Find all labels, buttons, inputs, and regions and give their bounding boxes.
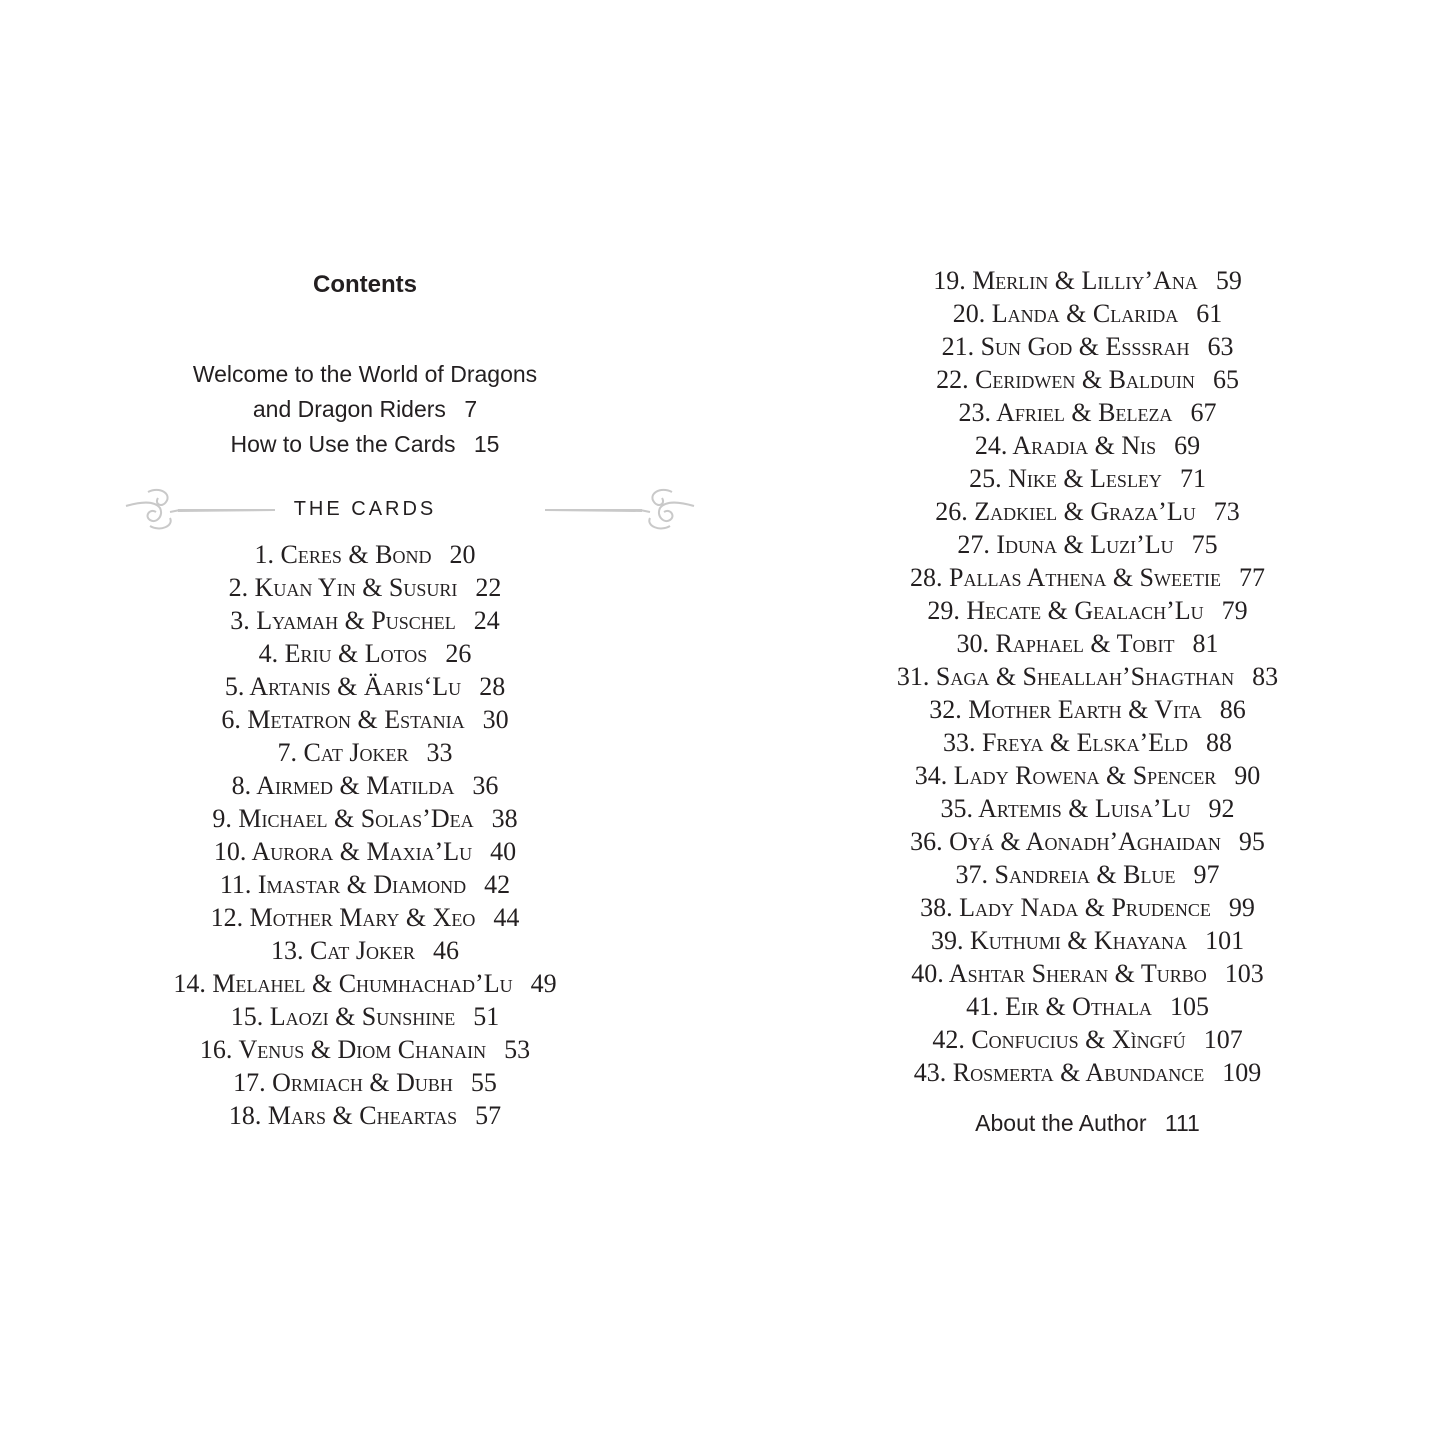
toc-entry[interactable] bbox=[110, 967, 620, 1000]
toc-entry-title: 17. Ormiach & Dubh bbox=[233, 1068, 453, 1097]
toc-entry-title: 33. Freya & Elska’Eld bbox=[942, 728, 1189, 757]
toc-entry-page: 38 bbox=[491, 804, 518, 833]
toc-entry[interactable] bbox=[840, 528, 1335, 561]
toc-entry-title: 12. Mother Mary & Xeo bbox=[210, 903, 476, 932]
toc-entry-page: 86 bbox=[1219, 695, 1246, 724]
toc-entry-page: 99 bbox=[1228, 893, 1255, 922]
toc-entry-page: 103 bbox=[1224, 959, 1264, 988]
toc-entry-page: 75 bbox=[1191, 530, 1218, 559]
toc-entry[interactable] bbox=[840, 759, 1335, 792]
toc-entry-title: 25. Nike & Lesley bbox=[969, 464, 1162, 493]
toc-entry[interactable] bbox=[840, 297, 1335, 330]
toc-entry[interactable] bbox=[110, 868, 620, 901]
toc-entry-title: 20. Landa & Clarida bbox=[952, 299, 1179, 328]
toc-entry-page: 20 bbox=[449, 540, 476, 569]
toc-entry[interactable] bbox=[110, 769, 620, 802]
intro-item-label: How to Use the Cards bbox=[230, 431, 456, 457]
toc-entry-title: 8. Airmed & Matilda bbox=[231, 771, 455, 800]
toc-entry[interactable] bbox=[110, 1099, 620, 1132]
toc-entry-page: 109 bbox=[1222, 1058, 1262, 1087]
toc-entry-title: 29. Hecate & Gealach’Lu bbox=[927, 596, 1204, 625]
toc-entry-title: 16. Venus & Diom Chanain bbox=[199, 1035, 487, 1064]
toc-entry[interactable] bbox=[840, 396, 1335, 429]
toc-entry[interactable] bbox=[840, 726, 1335, 759]
toc-entry-page: 49 bbox=[530, 969, 557, 998]
toc-entry-title: 13. Cat Joker bbox=[271, 936, 415, 965]
toc-entry[interactable] bbox=[840, 462, 1335, 495]
toc-entry-title: 11. Imastar & Diamond bbox=[219, 870, 467, 899]
toc-entry[interactable] bbox=[840, 957, 1335, 990]
toc-entry[interactable] bbox=[840, 660, 1335, 693]
toc-entry-page: 36 bbox=[472, 771, 499, 800]
toc-entry[interactable] bbox=[840, 858, 1335, 891]
toc-entry[interactable] bbox=[110, 1000, 620, 1033]
toc-entry-page: 46 bbox=[432, 936, 459, 965]
toc-entry-page: 30 bbox=[482, 705, 509, 734]
toc-entry-title: 27. Iduna & Luzi’Lu bbox=[957, 530, 1174, 559]
about-author-page: 111 bbox=[1164, 1110, 1200, 1136]
toc-entry-title: 7. Cat Joker bbox=[277, 738, 409, 767]
about-author-label: About the Author bbox=[975, 1110, 1147, 1136]
toc-entry-title: 15. Laozi & Sunshine bbox=[230, 1002, 456, 1031]
toc-entry-title: 26. Zadkiel & Graza’Lu bbox=[935, 497, 1196, 526]
toc-entry-page: 63 bbox=[1207, 332, 1234, 361]
toc-entry-title: 41. Eir & Othala bbox=[966, 992, 1152, 1021]
toc-entry[interactable] bbox=[110, 901, 620, 934]
toc-entry[interactable] bbox=[110, 802, 620, 835]
toc-entry-page: 65 bbox=[1212, 365, 1239, 394]
toc-entry[interactable] bbox=[110, 637, 620, 670]
toc-entry-page: 101 bbox=[1205, 926, 1245, 955]
toc-entry[interactable] bbox=[110, 1066, 620, 1099]
about-author-entry[interactable] bbox=[840, 1106, 1335, 1141]
toc-entry[interactable] bbox=[840, 495, 1335, 528]
toc-entry-page: 51 bbox=[473, 1002, 500, 1031]
toc-entry-title: 9. Michael & Solas’Dea bbox=[212, 804, 474, 833]
intro-item-label: Welcome to the World of Dragons bbox=[192, 361, 538, 387]
page-title: Contents bbox=[313, 271, 417, 298]
toc-entry-page: 67 bbox=[1190, 398, 1217, 427]
toc-entry[interactable] bbox=[840, 891, 1335, 924]
toc-entry[interactable] bbox=[840, 561, 1335, 594]
toc-entry-page: 92 bbox=[1208, 794, 1235, 823]
toc-entry-title: 19. Merlin & Lilliy’Ana bbox=[933, 266, 1198, 295]
toc-entry[interactable] bbox=[110, 670, 620, 703]
toc-entry-page: 59 bbox=[1215, 266, 1242, 295]
toc-entry[interactable] bbox=[840, 429, 1335, 462]
intro-item-page: 7 bbox=[464, 396, 478, 422]
toc-entry[interactable] bbox=[110, 934, 620, 967]
toc-entry-title: 30. Raphael & Tobit bbox=[956, 629, 1175, 658]
toc-entry[interactable] bbox=[840, 693, 1335, 726]
intro-item[interactable] bbox=[110, 392, 620, 427]
toc-entry-title: 23. Afriel & Beleza bbox=[958, 398, 1173, 427]
toc-entry-title: 3. Lyamah & Puschel bbox=[230, 606, 456, 635]
toc-entry-page: 105 bbox=[1169, 992, 1209, 1021]
toc-entry-page: 95 bbox=[1238, 827, 1265, 856]
toc-entry-title: 5. Artanis & Äaris‘Lu bbox=[224, 672, 462, 701]
toc-entry[interactable] bbox=[840, 1023, 1335, 1056]
toc-entry-page: 71 bbox=[1179, 464, 1206, 493]
toc-entry-title: 42. Confucius & Xìngfú bbox=[932, 1025, 1186, 1054]
intro-item-page: 15 bbox=[473, 431, 500, 457]
toc-entry-page: 22 bbox=[475, 573, 502, 602]
toc-entry[interactable] bbox=[840, 264, 1335, 297]
toc-entry-page: 57 bbox=[475, 1101, 502, 1130]
toc-entry-page: 28 bbox=[479, 672, 506, 701]
toc-entry[interactable] bbox=[840, 792, 1335, 825]
section-divider bbox=[110, 482, 620, 536]
toc-entry[interactable] bbox=[110, 736, 620, 769]
intro-list bbox=[110, 357, 620, 462]
toc-entry-page: 24 bbox=[473, 606, 500, 635]
toc-entry-page: 61 bbox=[1196, 299, 1223, 328]
toc-entry-page: 40 bbox=[490, 837, 517, 866]
intro-item-label: and Dragon Riders bbox=[252, 396, 446, 422]
toc-entry-title: 22. Ceridwen & Balduin bbox=[936, 365, 1195, 394]
toc-entry-title: 18. Mars & Cheartas bbox=[228, 1101, 458, 1130]
toc-entry-page: 53 bbox=[504, 1035, 531, 1064]
toc-entry-title: 39. Kuthumi & Khayana bbox=[930, 926, 1188, 955]
toc-entry-title: 21. Sun God & Esssrah bbox=[941, 332, 1190, 361]
toc-entry-title: 2. Kuan Yin & Susuri bbox=[228, 573, 458, 602]
toc-entry-page: 42 bbox=[484, 870, 511, 899]
toc-entry-title: 36. Oyá & Aonadh’Aghaidan bbox=[910, 827, 1221, 856]
toc-entry[interactable] bbox=[840, 924, 1335, 957]
intro-item[interactable] bbox=[110, 357, 620, 392]
toc-entry[interactable] bbox=[840, 1056, 1335, 1089]
toc-entry[interactable] bbox=[840, 330, 1335, 363]
section-heading: THE CARDS bbox=[293, 498, 437, 520]
toc-entry-title: 34. Lady Rowena & Spencer bbox=[914, 761, 1217, 790]
toc-entry-title: 4. Eriu & Lotos bbox=[258, 639, 428, 668]
toc-entry-page: 90 bbox=[1234, 761, 1261, 790]
toc-entry-title: 14. Melahel & Chumhachad’Lu bbox=[173, 969, 513, 998]
card-list-right bbox=[840, 264, 1335, 1089]
toc-entry-title: 37. Sandreia & Blue bbox=[955, 860, 1176, 889]
toc-entry-page: 88 bbox=[1206, 728, 1233, 757]
toc-entry[interactable] bbox=[840, 594, 1335, 627]
toc-entry-page: 79 bbox=[1221, 596, 1248, 625]
toc-entry-title: 1. Ceres & Bond bbox=[254, 540, 432, 569]
toc-entry-title: 35. Artemis & Luisa’Lu bbox=[940, 794, 1191, 823]
card-list-left bbox=[110, 538, 620, 1132]
right-page bbox=[840, 264, 1335, 1141]
toc-entry[interactable] bbox=[110, 538, 620, 571]
toc-entry-title: 6. Metatron & Estania bbox=[221, 705, 465, 734]
intro-item[interactable] bbox=[110, 427, 620, 462]
toc-entry[interactable] bbox=[840, 363, 1335, 396]
toc-entry[interactable] bbox=[110, 703, 620, 736]
toc-entry-page: 73 bbox=[1213, 497, 1240, 526]
toc-entry-page: 44 bbox=[493, 903, 520, 932]
toc-entry-title: 31. Saga & Sheallah’Shagthan bbox=[896, 662, 1235, 691]
toc-entry-page: 55 bbox=[470, 1068, 497, 1097]
toc-entry[interactable] bbox=[110, 604, 620, 637]
toc-entry-title: 32. Mother Earth & Vita bbox=[929, 695, 1202, 724]
toc-entry[interactable] bbox=[840, 825, 1335, 858]
toc-entry[interactable] bbox=[840, 990, 1335, 1023]
toc-entry-page: 81 bbox=[1192, 629, 1219, 658]
toc-entry-title: 43. Rosmerta & Abundance bbox=[913, 1058, 1205, 1087]
toc-entry-page: 83 bbox=[1252, 662, 1279, 691]
toc-entry-title: 38. Lady Nada & Prudence bbox=[920, 893, 1211, 922]
toc-entry[interactable] bbox=[110, 571, 620, 604]
toc-entry-title: 28. Pallas Athena & Sweetie bbox=[910, 563, 1221, 592]
toc-entry[interactable] bbox=[110, 835, 620, 868]
flourish-ornament-icon bbox=[540, 482, 700, 536]
toc-entry-page: 77 bbox=[1238, 563, 1265, 592]
toc-entry-page: 107 bbox=[1203, 1025, 1243, 1054]
toc-entry-page: 69 bbox=[1174, 431, 1201, 460]
toc-entry-title: 40. Ashtar Sheran & Turbo bbox=[911, 959, 1207, 988]
toc-entry-page: 33 bbox=[426, 738, 453, 767]
toc-entry[interactable] bbox=[840, 627, 1335, 660]
toc-entry-page: 97 bbox=[1193, 860, 1220, 889]
toc-entry-title: 10. Aurora & Maxia’Lu bbox=[213, 837, 473, 866]
toc-entry-page: 26 bbox=[445, 639, 472, 668]
toc-entry[interactable] bbox=[110, 1033, 620, 1066]
toc-entry-title: 24. Aradia & Nis bbox=[974, 431, 1157, 460]
left-page bbox=[110, 268, 620, 1132]
